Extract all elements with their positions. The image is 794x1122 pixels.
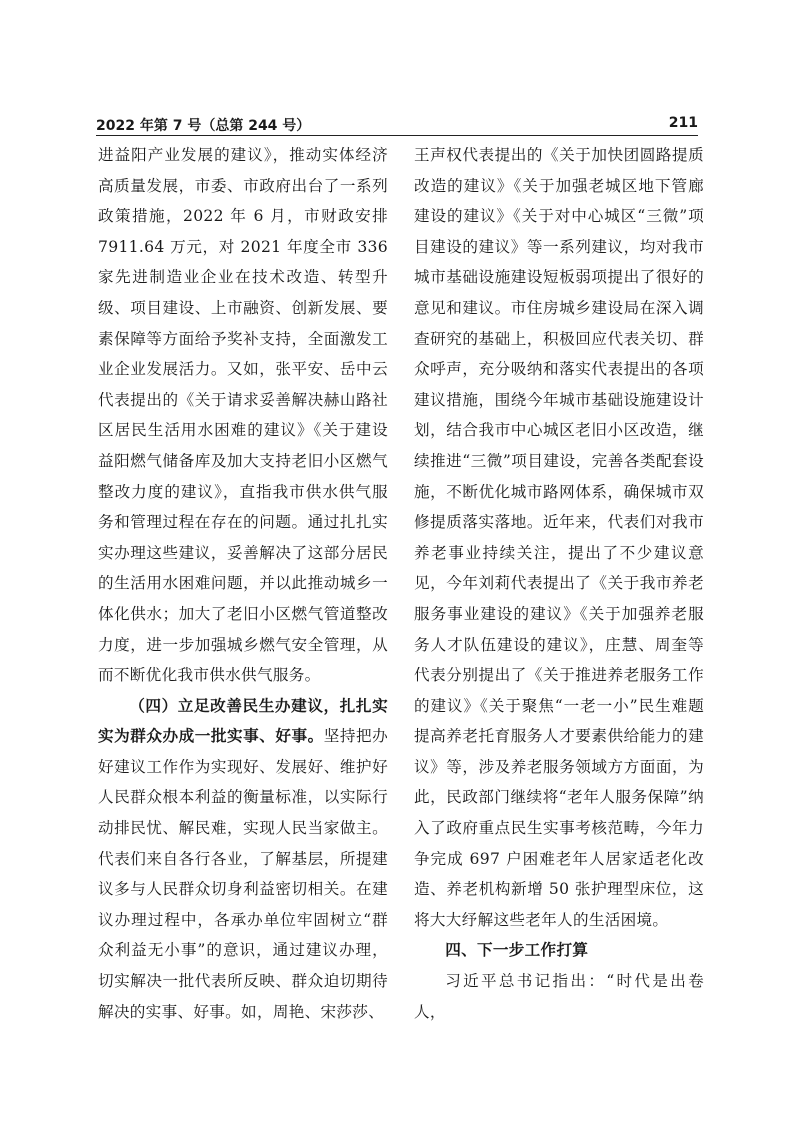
page-header bbox=[96, 113, 698, 136]
left-column bbox=[98, 140, 388, 1027]
paragraph bbox=[98, 691, 388, 1028]
page-number: 211 bbox=[668, 115, 698, 131]
paragraph: 习近平总书记指出：“时代是出卷人， bbox=[414, 972, 704, 1021]
paragraph: 王声权代表提出的《关于加快团圆路提质改造的建议》《关于加强老城区地下管廊建设的建议》《关于对中心城区“三微”项目建设的建议》等一系列建议，均对我市城市基础设施建设短板弱项提出了很好的意见和建议。市住房城乡建设局在深入调查研究的基础上，积极回应代表关切、群众呼声，充分吸纳和落实代表提出的各项建议措施，围绕今年城市基础设施建设计划，结合我市中心城区老旧小区改造，继续推进“三微”项目建设，完善各类配套设施，不断优化城市路网体系，确保城市双修提质落实落地。近年来，代表们对我市养老事业持续关注，提出了不少建议意见，今年刘莉代表提出了《关于我市养老服务事业建设的建议》《关于加强养老服务人才队伍建设的建议》，庄慧、周奎等代表分别提出了《关于推进养老服务工作的建议》《关于聚焦“一老一小”民生难题提高养老托育服务人才要素供给能力的建议》等，涉及养老服务领域方方面面，为此，民政部门继续将“老年人服务保障”纳入了政府重点民生实事考核范畴，今年力争完成 697 户困难老年人居家适老化改造、养老机构新增 50 张护理型床位，这将大大纾解这些老年人的生活困境。 bbox=[414, 146, 704, 929]
paragraph: 进益阳产业发展的建议》，推动实体经济高质量发展，市委、市政府出台了一系列政策措施，2022 年 6 月，市财政安排7911.64 万元，对 2021 年度全市 336 家先进制造业企业在技术改造、转型升级、项目建设、上市融资、创新发展、要素保障等方面给予奖补支持，全面激发工业企业发展活力。又如，张平安、岳中云代表提出的《关于请求妥善解决赫山路社区居民生活用水困难的建议》《关于建设益阳燃气储备库及加大支持老旧小区燃气整改力度的建议》，直指我市供水供气服务和管理过程在存在的问题。通过扎扎实实办理这些建议，妥善解决了这部分居民的生活用水困难问题，并以此推动城乡一体化供水；加大了老旧小区燃气管道整改力度，进一步加强城乡燃气安全管理，从而不断优化我市供水供气服务。 bbox=[98, 146, 388, 685]
paragraph-body: 坚持把办好建议工作作为实现好、发展好、维护好人民群众根本利益的衡量标准，以实际行动排民忧、解民难，实现人民当家做主。代表们来自各行各业，了解基层，所提建议多与人民群众切身利益密切相关。在建议办理过程中，各承办单位牢固树立“群众利益无小事”的意识，通过建议办理，切实解决一批代表所反映、群众迫切期待解决的实事、好事。如，周艳、宋莎莎、 bbox=[98, 727, 388, 1021]
issue-label: 2022 年第 7 号（总第 244 号） bbox=[96, 118, 311, 134]
right-column bbox=[414, 140, 704, 1027]
section-heading: 四、下一步工作打算 bbox=[445, 941, 589, 960]
subsection-heading: （四）立足改善民生办建议，扎扎实实为群众办成一批实事、好事。 bbox=[98, 695, 388, 746]
